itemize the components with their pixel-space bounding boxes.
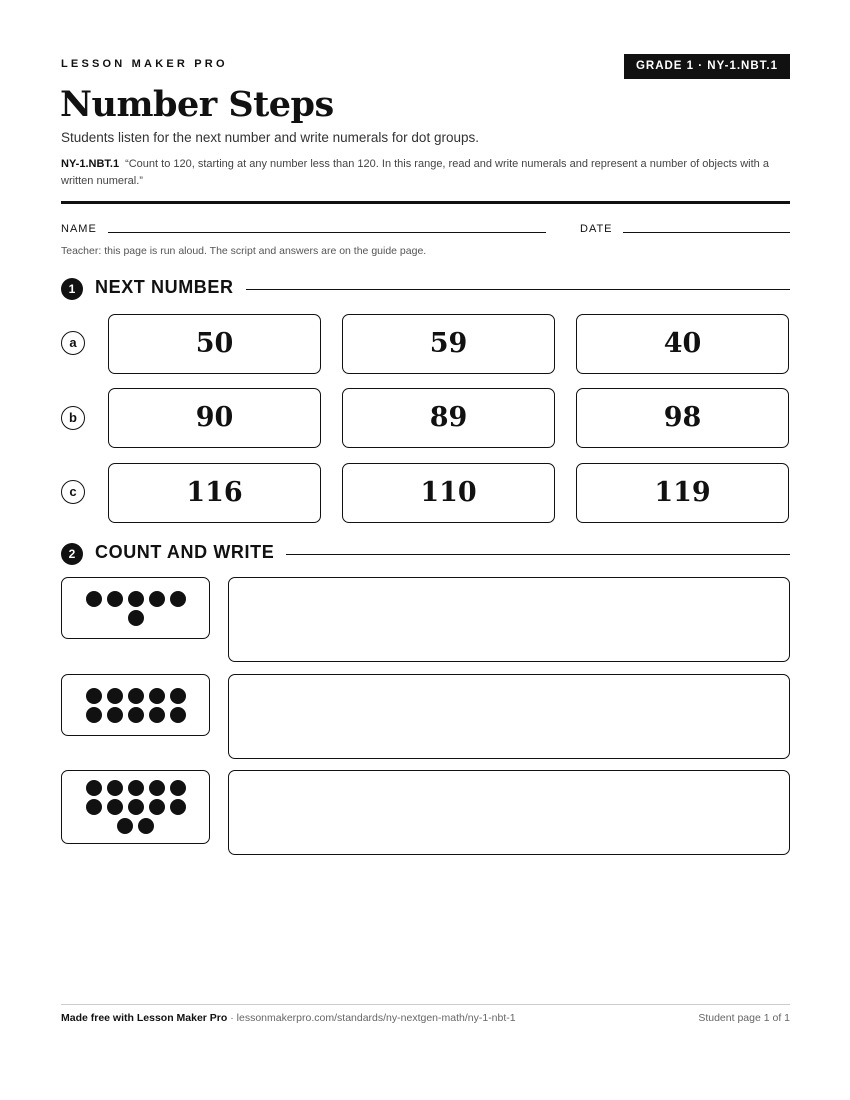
section-next-number-heading [61, 276, 790, 300]
answer-write-box[interactable] [228, 770, 790, 855]
dot [149, 688, 165, 704]
standard-description [61, 156, 781, 190]
number-card[interactable]: 116 [108, 463, 321, 523]
dot [86, 707, 102, 723]
footer-page-number: Student page 1 of 1 [698, 1012, 790, 1024]
dot [149, 707, 165, 723]
page-subtitle: Students listen for the next number and write numerals for dot groups. [61, 130, 479, 145]
footer-separator: · [227, 1012, 237, 1024]
dot-group-box [61, 674, 210, 736]
name-label: NAME [61, 223, 97, 235]
dot-row [86, 707, 186, 723]
dot-group-box [61, 770, 210, 844]
dot [107, 591, 123, 607]
header-divider [61, 201, 790, 204]
row-label-b: b [61, 406, 85, 430]
dot [170, 591, 186, 607]
dot [107, 707, 123, 723]
dot [149, 591, 165, 607]
dot [128, 707, 144, 723]
dot-row [86, 780, 186, 796]
dot [107, 780, 123, 796]
date-label: DATE [580, 223, 613, 235]
teacher-note: Teacher: this page is run aloud. The script and answers are on the guide page. [61, 245, 427, 257]
dot [138, 818, 154, 834]
dot [86, 780, 102, 796]
footer-made-with: Made free with Lesson Maker Pro [61, 1012, 228, 1024]
answer-write-box[interactable] [228, 674, 790, 759]
dot [170, 707, 186, 723]
dot [149, 780, 165, 796]
number-card[interactable]: 90 [108, 388, 321, 448]
number-card[interactable]: 40 [576, 314, 789, 374]
page-title: Number Steps [60, 84, 334, 125]
section-title: NEXT NUMBER [95, 277, 246, 298]
standard-code: NY-1.NBT.1 [61, 158, 120, 170]
dot [128, 780, 144, 796]
dot [128, 688, 144, 704]
dot [107, 688, 123, 704]
worksheet-page [61, 0, 790, 1100]
footer-divider [61, 1004, 790, 1005]
number-card[interactable]: 98 [576, 388, 789, 448]
row-label-c: c [61, 480, 85, 504]
row-label-a: a [61, 331, 85, 355]
name-field[interactable] [108, 232, 546, 233]
dot-row [86, 799, 186, 815]
dot [128, 610, 144, 626]
section-number-badge: 1 [61, 278, 83, 300]
date-field[interactable] [623, 232, 790, 233]
section-number-badge: 2 [61, 543, 83, 565]
number-card[interactable]: 119 [576, 463, 789, 523]
section-title: COUNT AND WRITE [95, 542, 286, 563]
grade-badge: GRADE 1 · NY-1.NBT.1 [624, 54, 790, 79]
section-count-and-write-heading [61, 541, 790, 565]
dot [170, 780, 186, 796]
footer-credit [61, 1012, 516, 1024]
dot [128, 799, 144, 815]
brand-name: LESSON MAKER PRO [61, 58, 228, 70]
dot [86, 799, 102, 815]
footer-url[interactable]: lessonmakerpro.com/standards/ny-nextgen-math/ny-1-nbt-1 [236, 1012, 516, 1024]
dot-group-box [61, 577, 210, 639]
dot [128, 591, 144, 607]
number-card[interactable]: 59 [342, 314, 555, 374]
number-card[interactable]: 50 [108, 314, 321, 374]
dot [170, 799, 186, 815]
standard-text: “Count to 120, starting at any number less than 120. In this range, read and write numerals and represent a number of objects with a written numeral.” [61, 158, 769, 187]
dot [86, 591, 102, 607]
answer-write-box[interactable] [228, 577, 790, 662]
dot [107, 799, 123, 815]
dot [149, 799, 165, 815]
dot-row [128, 610, 144, 626]
dot-row [117, 818, 154, 834]
dot [170, 688, 186, 704]
dot-row [86, 688, 186, 704]
dot [117, 818, 133, 834]
dot-row [86, 591, 186, 607]
number-card[interactable]: 110 [342, 463, 555, 523]
number-card[interactable]: 89 [342, 388, 555, 448]
dot [86, 688, 102, 704]
